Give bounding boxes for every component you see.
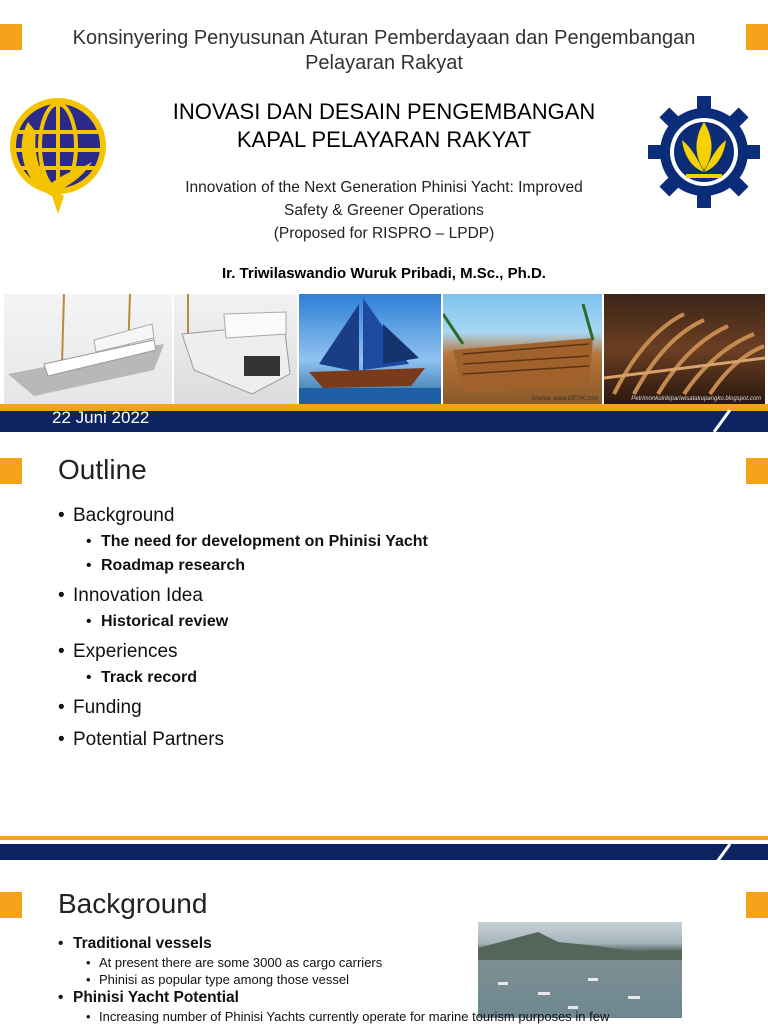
orange-corner-marker [0, 458, 22, 484]
outline-subitem: • Historical review [86, 612, 428, 632]
yacht-render-image [4, 294, 172, 404]
photo-source-label: Petrimonkulrikipariwisatakupangko.blogspot.com [631, 396, 762, 402]
phinisi-sailing-image [299, 294, 441, 404]
photo-strip [4, 294, 765, 404]
hull-frames-image [604, 294, 765, 404]
orange-corner-marker [746, 458, 768, 484]
slide-title [130, 98, 638, 154]
slide-heading: Background [58, 888, 208, 919]
background-item: • Phinisi Yacht Potential [58, 988, 609, 1008]
presentation-date: 22 Juni 2022 [52, 408, 150, 427]
outline-item: • Funding [58, 696, 428, 720]
title-line: INOVASI DAN DESAIN PENGEMBANGAN [172, 99, 596, 124]
background-list [58, 934, 609, 1024]
subtitle-line: (Proposed for RISPRO – LPDP) [273, 225, 495, 242]
background-subitem: • Phinisi as popular type among those vessel [86, 971, 609, 988]
outline-item: • Experiences [58, 640, 428, 664]
outline-item: • Innovation Idea [58, 584, 428, 608]
title-line: KAPAL PELAYARAN RAKYAT [236, 127, 532, 152]
title-slide [0, 0, 768, 432]
orange-corner-marker [746, 24, 768, 50]
yacht-render-stern-image [174, 294, 298, 404]
subtitle-line: Innovation of the Next Generation Phinisi Yacht: Improved [185, 179, 583, 196]
background-subitem: • At present there are some 3000 as cargo carriers [86, 954, 609, 971]
orange-corner-marker [0, 892, 22, 918]
shipyard-construction-image [443, 294, 603, 404]
footer-orange-band [0, 836, 768, 840]
photo-source-label: Source: www.DETIK.com [531, 396, 599, 402]
conference-title: Konsinyering Penyusunan Aturan Pemberdayaan dan Pengembangan Pelayaran Rakyat [72, 27, 696, 74]
background-slide [0, 860, 768, 1024]
outline-list [58, 504, 428, 752]
outline-subitem: • Track record [86, 668, 428, 688]
ministry-transport-logo [6, 92, 112, 216]
orange-corner-marker [746, 892, 768, 918]
outline-subitem: • The need for development on Phinisi Yacht [86, 532, 428, 552]
outline-slide [0, 440, 768, 840]
orange-corner-marker [0, 24, 22, 50]
author-name: Ir. Triwilaswandio Wuruk Pribadi, M.Sc., Ph.D. [222, 265, 546, 282]
slide-subtitle [120, 176, 648, 245]
outline-subitem: • Roadmap research [86, 556, 428, 576]
background-subitem: • Increasing number of Phinisi Yachts currently operate for marine tourism purposes in few [86, 1008, 609, 1024]
slide-heading: Outline [58, 454, 147, 485]
its-university-logo [646, 94, 762, 210]
background-item: • Traditional vessels [58, 934, 609, 954]
subtitle-line: Safety & Greener Operations [284, 202, 484, 219]
outline-item: • Background [58, 504, 428, 528]
footer-slash-mark [706, 404, 736, 432]
outline-item: • Potential Partners [58, 728, 428, 752]
